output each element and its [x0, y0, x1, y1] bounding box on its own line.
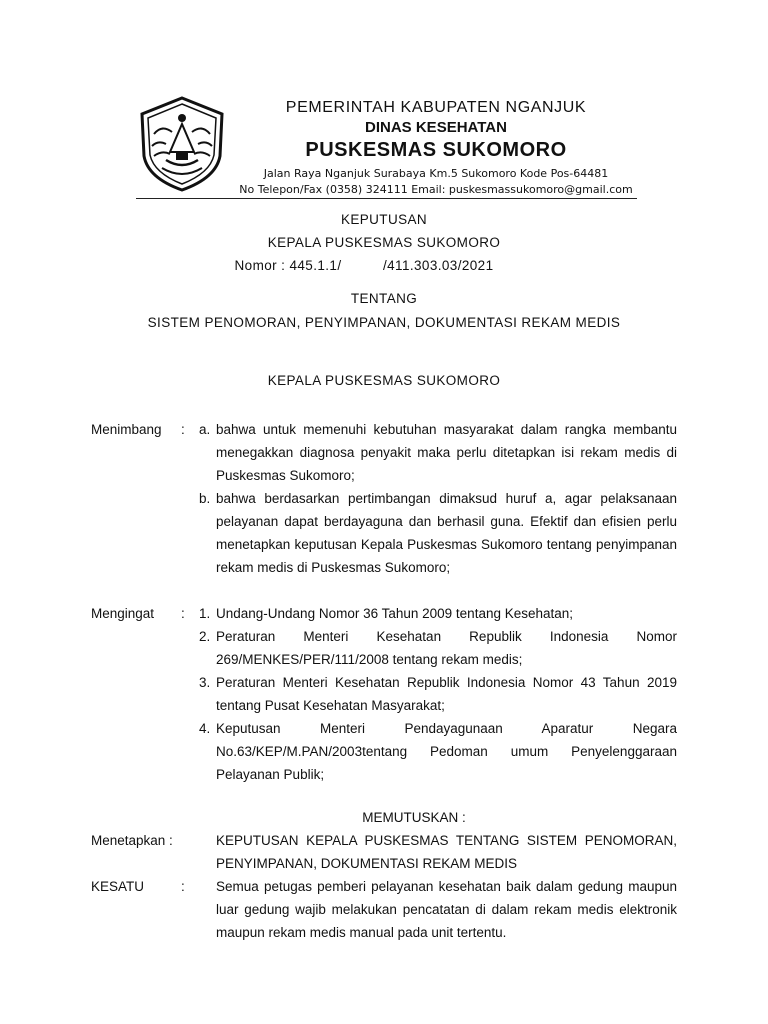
- government-name: PEMERINTAH KABUPATEN NGANJUK: [285, 99, 587, 116]
- decree-number: Nomor : 445.1.1/ /411.303.03/2021: [234, 258, 494, 273]
- mengingat-marker-2: 2.: [199, 629, 211, 644]
- kesatu-label: KESATU: [91, 879, 145, 894]
- letterhead: [132, 94, 640, 200]
- mengingat-item-2: Peraturan Menteri Kesehatan Republik Indonesia Nomor 269/MENKES/PER/111/2008 tentang rekam medis;: [216, 629, 677, 667]
- menetapkan-label: Menetapkan :: [91, 833, 173, 848]
- menimbang-marker-a: a.: [199, 422, 211, 437]
- menimbang-marker-b: b.: [199, 491, 211, 506]
- mengingat-label: Mengingat: [91, 606, 155, 621]
- kesatu-text: Semua petugas pemberi pelayanan kesehatan baik dalam gedung maupun luar gedung wajib melakukan pencatatan di dalam rekam medis elektronik maupun rekam medis manual pada unit tertentu.: [216, 879, 677, 940]
- letterhead-divider: [136, 198, 637, 199]
- kesatu-colon: :: [181, 879, 185, 894]
- decree-heading: KEPUTUSAN: [340, 212, 428, 227]
- mengingat-item-4: Keputusan Menteri Pendayagunaan Aparatur Negara No.63/KEP/M.PAN/2003tentang Pedoman umum Penyelenggaraan Pelayanan Publik;: [216, 721, 677, 782]
- letterhead-text: [232, 94, 640, 198]
- mengingat-item-3: Peraturan Menteri Kesehatan Republik Indonesia Nomor 43 Tahun 2019 tentang Pusat Kesehatan Masyarakat;: [216, 675, 677, 713]
- department-name: DINAS KESEHATAN: [365, 119, 507, 136]
- menimbang-item-a: bahwa untuk memenuhi kebutuhan masyarakat dalam rangka membantu menegakkan diagnosa penyakit maka perlu ditetapkan isi rekam medis di Puskesmas Sukomoro;: [216, 422, 677, 483]
- decree-subject: SISTEM PENOMORAN, PENYIMPANAN, DOKUMENTASI REKAM MEDIS: [147, 315, 621, 330]
- mengingat-item-1: Undang-Undang Nomor 36 Tahun 2009 tentang Kesehatan;: [216, 606, 574, 621]
- mengingat-marker-1: 1.: [199, 606, 211, 621]
- menimbang-item-b: bahwa berdasarkan pertimbangan dimaksud huruf a, agar pelaksanaan pelayanan dapat berdayaguna dan berhasil guna. Efektif dan efisien perlu menetapkan keputusan Kepala Puskesmas Sukomoro tentang penyimpanan rekam medis di Puskesmas Sukomoro;: [216, 491, 677, 575]
- mengingat-colon: :: [181, 606, 185, 621]
- memutuskan-heading: MEMUTUSKAN :: [362, 810, 466, 825]
- menetapkan-text: KEPUTUSAN KEPALA PUSKESMAS TENTANG SISTEM PENOMORAN, PENYIMPANAN, DOKUMENTASI REKAM MEDIS: [216, 833, 677, 871]
- mengingat-marker-4: 4.: [199, 721, 211, 736]
- nganjuk-regency-emblem-icon: [132, 94, 232, 194]
- decree-issuer-heading: KEPALA PUSKESMAS SUKOMORO: [267, 235, 501, 250]
- institution-address: Jalan Raya Nganjuk Surabaya Km.5 Sukomoro Kode Pos-64481: [263, 167, 609, 180]
- institution-name: PUSKESMAS SUKOMORO: [305, 139, 567, 161]
- issuer-heading: KEPALA PUSKESMAS SUKOMORO: [267, 373, 501, 388]
- menimbang-label: Menimbang: [91, 422, 162, 437]
- mengingat-marker-3: 3.: [199, 675, 211, 690]
- menimbang-colon: :: [181, 422, 185, 437]
- tentang-heading: TENTANG: [350, 291, 418, 306]
- institution-contact: No Telepon/Fax (0358) 324111 Email: puskesmassukomoro@gmail.com: [239, 183, 633, 196]
